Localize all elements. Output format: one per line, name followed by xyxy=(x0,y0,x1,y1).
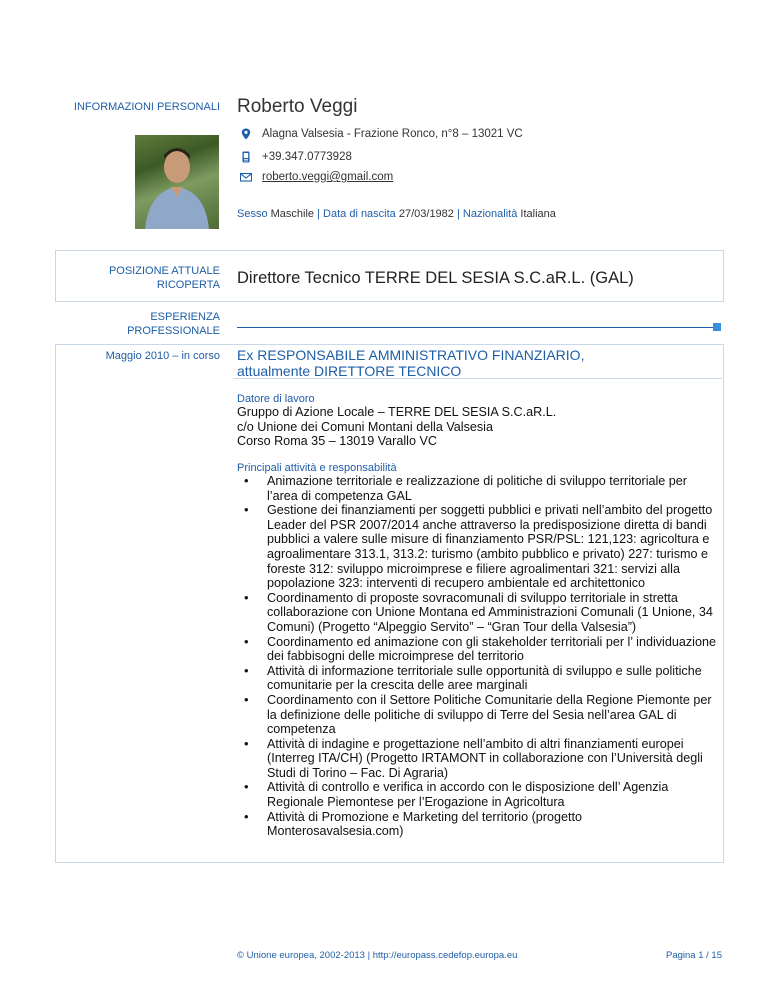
footer-page-number: Pagina 1 / 15 xyxy=(666,950,722,961)
role-line1: Ex RESPONSABILE AMMINISTRATIVO FINANZIARIO, xyxy=(237,347,585,363)
position-title: Direttore Tecnico TERRE DEL SESIA S.C.aR.L. (GAL) xyxy=(237,269,634,287)
activities-label: Principali attività e responsabilità xyxy=(237,462,397,474)
position-label-line2: RICOPERTA xyxy=(156,279,220,291)
personal-section-label: INFORMAZIONI PERSONALI xyxy=(73,101,220,113)
experience-divider xyxy=(237,327,713,328)
separator: | xyxy=(456,208,460,220)
experience-period: Maggio 2010 – in corso xyxy=(105,350,220,362)
list-item: • Attività di indagine e progettazione nell’ambito di altri finanziamenti europei (Interreg ITA/CH) (Progetto IRTAMONT in collaborazione con l’Università degli Studi di Torino – Fac. Di Agraria) xyxy=(237,737,719,781)
birth-value: 27/03/1982 xyxy=(398,208,454,220)
person-name: Roberto Veggi xyxy=(237,96,358,117)
list-item: • Coordinamento di proposte sovracomunali di sviluppo territoriale in stretta collaborazione con Unione Montana ed Amministrazioni Comunali (1 Unione, 34 Comuni) (Progetto “Alpeggio Servito” – “Gran Tour della Valsesia”) xyxy=(237,591,719,635)
employer-label: Datore di lavoro xyxy=(237,393,315,405)
employer-line: Corso Roma 35 – 13019 Varallo VC xyxy=(237,434,437,449)
email-row xyxy=(240,171,393,183)
list-item: • Gestione dei finanziamenti per soggetti pubblici e privati nell’ambito del progetto Leader del PSR 2007/2014 anche attraverso la predisposizione diretta di bandi pubblici a valere sulle misure di finanziamento PSR/PSL: 121,123: agricoltura e agroalimentare 313.1, 313.2: turismo (ambito pubblico e privato) 227: turismo e foreste 312: sviluppo microimprese e filiere agroalimentari 321: servizi alla popolazione 323: interventi di recupero ambientale ed architettonico xyxy=(237,503,719,591)
list-item: • Coordinamento con il Settore Politiche Comunitarie della Regione Piemonte per la definizione delle politiche di sviluppo di Terre del Sesia nell’area GAL di competenza xyxy=(237,693,719,737)
experience-label xyxy=(60,310,220,338)
envelope-icon xyxy=(240,171,252,183)
sex-label: Sesso xyxy=(237,208,268,220)
list-item: • Animazione territoriale e realizzazione di politiche di sviluppo territoriale per l’area di competenza GAL xyxy=(237,474,719,503)
phone-icon xyxy=(240,151,252,163)
phone-row xyxy=(240,151,352,163)
personal-details-line xyxy=(237,208,556,220)
map-pin-icon xyxy=(240,128,252,140)
employer-block xyxy=(237,405,717,449)
employer-line: Gruppo di Azione Locale – TERRE DEL SESIA S.C.aR.L. xyxy=(237,405,557,419)
activities-list xyxy=(237,474,719,839)
list-item: • Attività di Promozione e Marketing del territorio (progetto Monterosavalsesia.com) xyxy=(237,810,719,839)
phone-text: +39.347.0773928 xyxy=(262,151,352,163)
employer-line: c/o Unione dei Comuni Montani della Valsesia xyxy=(237,419,493,434)
experience-label-line1: ESPERIENZA xyxy=(150,311,220,323)
profile-photo xyxy=(135,135,219,229)
experience-label-line2: PROFESSIONALE xyxy=(127,325,220,337)
nationality-value: Italiana xyxy=(520,208,556,220)
email-link[interactable]: roberto.veggi@gmail.com xyxy=(262,171,394,183)
separator: | xyxy=(317,208,320,220)
nationality-label: Nazionalità xyxy=(462,208,518,220)
experience-role xyxy=(237,347,584,379)
list-item: • Attività di informazione territoriale sulle opportunità di sviluppo e sulle politiche comunitarie per la crescita delle aree marginali xyxy=(237,664,719,693)
list-item: • Attività di controllo e verifica in accordo con le disposizione dell’ Agenzia Regionale Piemontese per l’Erogazione in Agricoltura xyxy=(237,780,719,809)
role-line2: attualmente DIRETTORE TECNICO xyxy=(237,363,462,379)
list-item: • Coordinamento ed animazione con gli stakeholder territoriali per l’ individuazione dei fabbisogni delle microimprese del territorio xyxy=(237,635,719,664)
birth-label: Data di nascita xyxy=(323,208,396,220)
address-text: Alagna Valsesia - Frazione Ronco, n°8 – 13021 VC xyxy=(262,128,523,140)
address-row xyxy=(240,128,523,140)
sex-value: Maschile xyxy=(270,208,315,220)
position-label-line1: POSIZIONE ATTUALE xyxy=(108,265,220,277)
position-label xyxy=(60,264,220,292)
divider-square xyxy=(713,323,721,331)
footer-copyright: © Unione europea, 2002-2013 | http://europass.cedefop.europa.eu xyxy=(237,950,518,961)
